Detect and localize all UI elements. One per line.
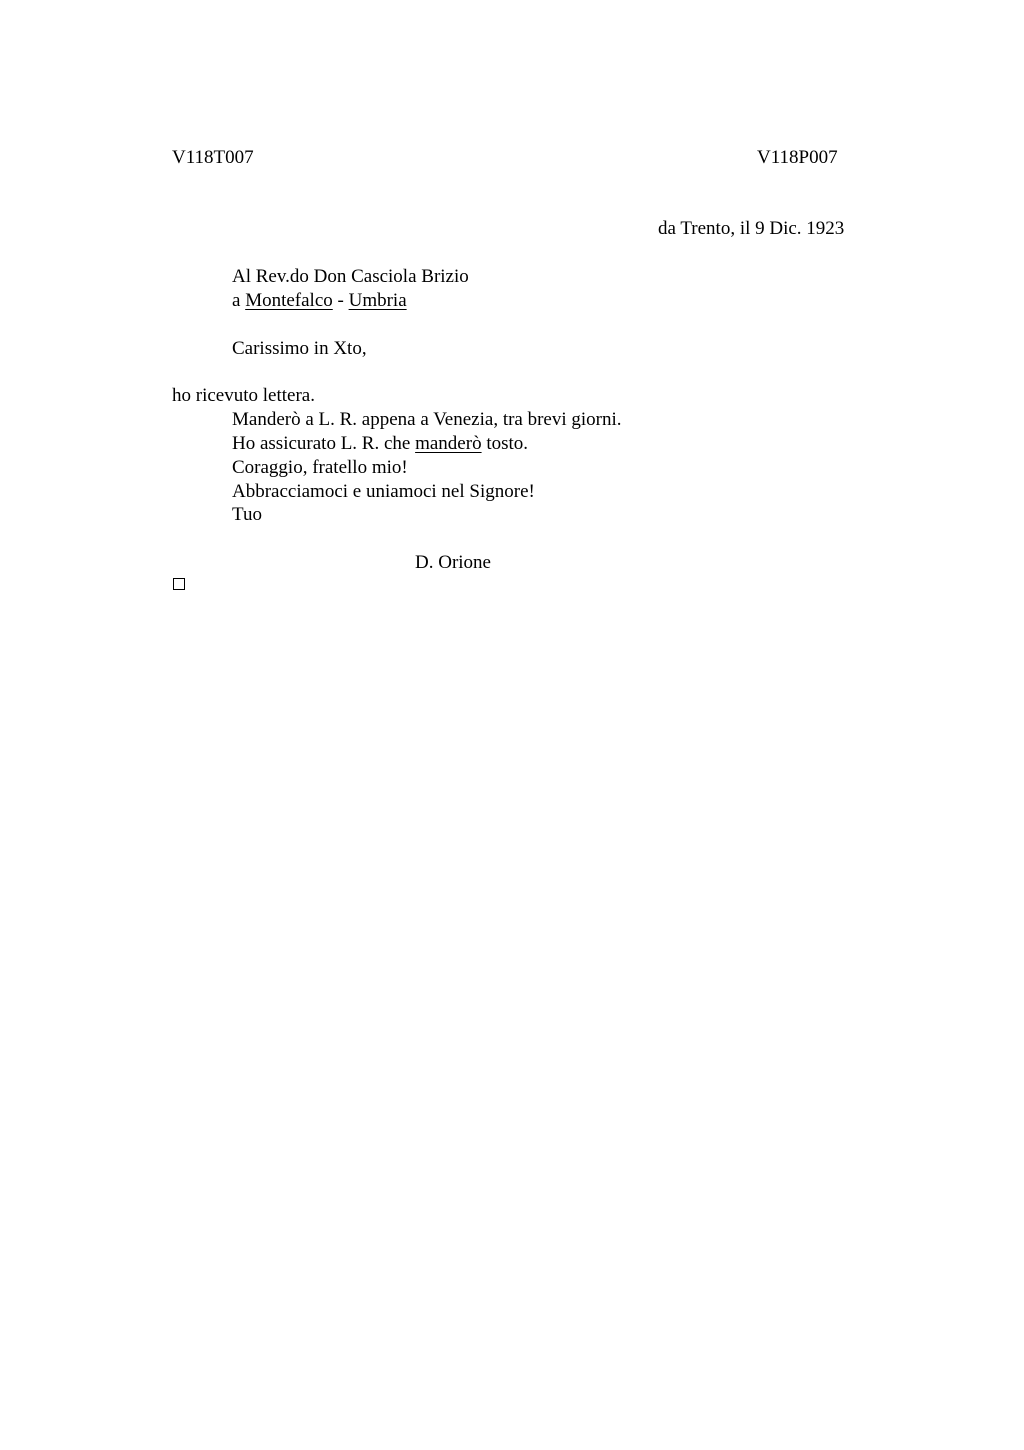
body-line-2 — [232, 432, 528, 456]
signature: D. Orione — [415, 552, 491, 573]
body-line-1: Manderò a L. R. appena a Venezia, tra brevi giorni. — [232, 409, 622, 430]
body-line-2-prefix: Ho assicurato L. R. che — [232, 433, 416, 454]
body-opening: ho ricevuto lettera. — [172, 385, 315, 406]
document-code-left: V118T007 — [172, 147, 254, 168]
salutation: Carissimo in Xto, — [232, 338, 367, 359]
address-separator: - — [332, 290, 349, 311]
empty-square-icon — [173, 578, 185, 590]
body-line-4: Abbracciamoci e uniamoci nel Signore! — [232, 481, 535, 502]
address-line-1: Al Rev.do Don Casciola Brizio — [232, 266, 469, 287]
address-line-2 — [232, 289, 407, 313]
address-prefix: a — [232, 290, 246, 311]
body-line-5: Tuo — [232, 504, 262, 525]
body-line-2-suffix: tosto. — [481, 433, 529, 454]
body-line-2-underlined: manderò — [415, 433, 482, 454]
address-region: Umbria — [348, 290, 407, 311]
address-place: Montefalco — [245, 290, 333, 311]
document-code-right: V118P007 — [757, 147, 838, 168]
body-line-3: Coraggio, fratello mio! — [232, 457, 408, 478]
date-line: da Trento, il 9 Dic. 1923 — [658, 218, 845, 239]
